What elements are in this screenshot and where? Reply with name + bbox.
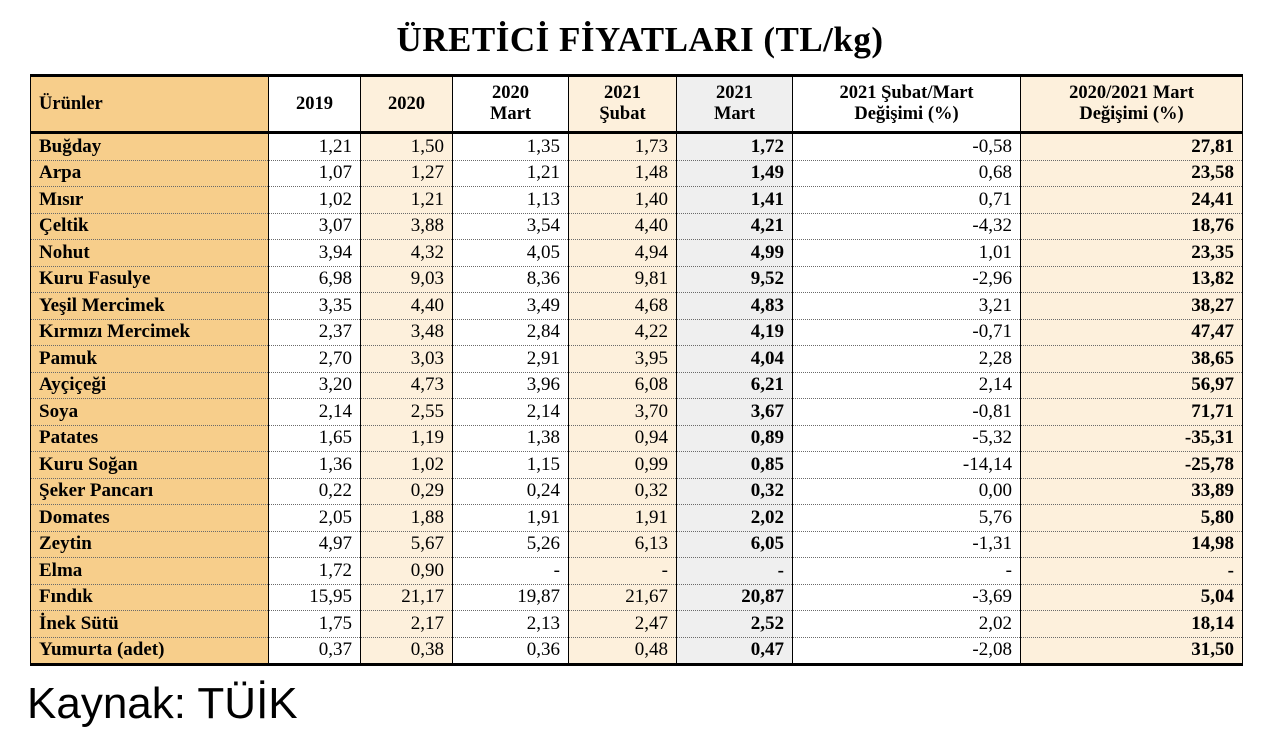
cell-product: Yeşil Mercimek bbox=[31, 293, 269, 320]
cell-2021-mart: 20,87 bbox=[677, 584, 793, 611]
cell-2020: 1,02 bbox=[361, 452, 453, 479]
cell-2020-mart: 2,14 bbox=[453, 399, 569, 426]
cell-2021-subat: 6,13 bbox=[569, 531, 677, 558]
cell-subat-mart-change: 3,21 bbox=[793, 293, 1021, 320]
cell-2020: 1,19 bbox=[361, 425, 453, 452]
table-row bbox=[31, 399, 1243, 426]
cell-2020: 4,32 bbox=[361, 240, 453, 267]
cell-subat-mart-change: -2,96 bbox=[793, 266, 1021, 293]
cell-product: Kırmızı Mercimek bbox=[31, 319, 269, 346]
header-label: 2020 bbox=[388, 93, 425, 114]
cell-2020-mart: 1,13 bbox=[453, 187, 569, 214]
cell-2020-mart: 1,35 bbox=[453, 133, 569, 161]
cell-2019: 1,36 bbox=[269, 452, 361, 479]
cell-2021-subat: 3,95 bbox=[569, 346, 677, 373]
cell-product: Ayçiçeği bbox=[31, 372, 269, 399]
table-row bbox=[31, 372, 1243, 399]
table-row bbox=[31, 187, 1243, 214]
cell-2019: 2,37 bbox=[269, 319, 361, 346]
cell-2021-subat: 4,22 bbox=[569, 319, 677, 346]
producer-price-table bbox=[30, 74, 1243, 666]
cell-subat-mart-change: -1,31 bbox=[793, 531, 1021, 558]
cell-yearly-mart-change: 18,76 bbox=[1021, 213, 1243, 240]
cell-2021-subat: 0,99 bbox=[569, 452, 677, 479]
cell-2021-mart: 4,21 bbox=[677, 213, 793, 240]
table-row bbox=[31, 505, 1243, 532]
cell-product: Kuru Soğan bbox=[31, 452, 269, 479]
cell-subat-mart-change: - bbox=[793, 558, 1021, 585]
cell-subat-mart-change: 1,01 bbox=[793, 240, 1021, 267]
cell-product: Zeytin bbox=[31, 531, 269, 558]
cell-subat-mart-change: 2,14 bbox=[793, 372, 1021, 399]
table-row bbox=[31, 531, 1243, 558]
cell-subat-mart-change: -3,69 bbox=[793, 584, 1021, 611]
header-yearly-mart-change bbox=[1021, 76, 1243, 133]
cell-yearly-mart-change: 27,81 bbox=[1021, 133, 1243, 161]
cell-subat-mart-change: -14,14 bbox=[793, 452, 1021, 479]
cell-subat-mart-change: 2,28 bbox=[793, 346, 1021, 373]
cell-2021-subat: - bbox=[569, 558, 677, 585]
cell-2020-mart: - bbox=[453, 558, 569, 585]
cell-product: Buğday bbox=[31, 133, 269, 161]
cell-2021-mart: 1,72 bbox=[677, 133, 793, 161]
cell-2020-mart: 4,05 bbox=[453, 240, 569, 267]
header-label-line2: Değişimi (%) bbox=[1079, 104, 1184, 124]
cell-2021-mart: 0,47 bbox=[677, 637, 793, 665]
cell-2019: 3,94 bbox=[269, 240, 361, 267]
cell-yearly-mart-change: 38,65 bbox=[1021, 346, 1243, 373]
cell-product: Mısır bbox=[31, 187, 269, 214]
cell-2021-mart: 6,05 bbox=[677, 531, 793, 558]
cell-2021-subat: 4,40 bbox=[569, 213, 677, 240]
cell-2020: 9,03 bbox=[361, 266, 453, 293]
cell-2020: 1,50 bbox=[361, 133, 453, 161]
cell-subat-mart-change: -2,08 bbox=[793, 637, 1021, 665]
table-body bbox=[31, 133, 1243, 665]
cell-2019: 1,21 bbox=[269, 133, 361, 161]
table-row bbox=[31, 637, 1243, 665]
cell-yearly-mart-change: 47,47 bbox=[1021, 319, 1243, 346]
cell-2021-mart: 3,67 bbox=[677, 399, 793, 426]
cell-product: Arpa bbox=[31, 160, 269, 187]
cell-product: Kuru Fasulye bbox=[31, 266, 269, 293]
cell-2019: 6,98 bbox=[269, 266, 361, 293]
cell-2020-mart: 1,91 bbox=[453, 505, 569, 532]
cell-subat-mart-change: -0,58 bbox=[793, 133, 1021, 161]
cell-product: İnek Sütü bbox=[31, 611, 269, 638]
cell-yearly-mart-change: 23,35 bbox=[1021, 240, 1243, 267]
cell-product: Şeker Pancarı bbox=[31, 478, 269, 505]
cell-2020-mart: 8,36 bbox=[453, 266, 569, 293]
header-subat-mart-change bbox=[793, 76, 1021, 133]
cell-2021-subat: 2,47 bbox=[569, 611, 677, 638]
table-title: ÜRETİCİ FİYATLARI (TL/kg) bbox=[396, 20, 884, 59]
table-row bbox=[31, 425, 1243, 452]
cell-2021-mart: 4,19 bbox=[677, 319, 793, 346]
cell-2020: 2,55 bbox=[361, 399, 453, 426]
cell-yearly-mart-change: 5,80 bbox=[1021, 505, 1243, 532]
header-label-line2: Mart bbox=[489, 104, 532, 124]
header-products bbox=[31, 76, 269, 133]
cell-2020-mart: 2,84 bbox=[453, 319, 569, 346]
cell-2019: 1,65 bbox=[269, 425, 361, 452]
table-row bbox=[31, 346, 1243, 373]
cell-2021-mart: 9,52 bbox=[677, 266, 793, 293]
cell-2019: 1,75 bbox=[269, 611, 361, 638]
cell-2020-mart: 0,36 bbox=[453, 637, 569, 665]
cell-2020-mart: 1,21 bbox=[453, 160, 569, 187]
cell-subat-mart-change: -5,32 bbox=[793, 425, 1021, 452]
cell-2020: 0,38 bbox=[361, 637, 453, 665]
cell-2020: 5,67 bbox=[361, 531, 453, 558]
header-2020 bbox=[361, 76, 453, 133]
cell-2021-subat: 3,70 bbox=[569, 399, 677, 426]
header-label-line1: 2021 bbox=[716, 83, 753, 103]
cell-2019: 15,95 bbox=[269, 584, 361, 611]
cell-product: Soya bbox=[31, 399, 269, 426]
header-label: 2019 bbox=[296, 93, 333, 114]
header-label-line2: Mart bbox=[713, 104, 756, 124]
cell-2020: 4,40 bbox=[361, 293, 453, 320]
cell-2021-subat: 1,73 bbox=[569, 133, 677, 161]
header-label-line2: Şubat bbox=[599, 104, 646, 124]
cell-2021-mart: 0,85 bbox=[677, 452, 793, 479]
header-2019 bbox=[269, 76, 361, 133]
cell-2019: 1,07 bbox=[269, 160, 361, 187]
cell-2019: 2,70 bbox=[269, 346, 361, 373]
cell-2021-mart: 2,52 bbox=[677, 611, 793, 638]
table-row bbox=[31, 558, 1243, 585]
header-label-line1: 2021 bbox=[604, 83, 641, 103]
cell-2020: 1,88 bbox=[361, 505, 453, 532]
table-row bbox=[31, 240, 1243, 267]
cell-2020-mart: 0,24 bbox=[453, 478, 569, 505]
cell-product: Elma bbox=[31, 558, 269, 585]
cell-2021-subat: 0,32 bbox=[569, 478, 677, 505]
cell-yearly-mart-change: -25,78 bbox=[1021, 452, 1243, 479]
cell-2021-subat: 1,91 bbox=[569, 505, 677, 532]
cell-2020-mart: 2,13 bbox=[453, 611, 569, 638]
cell-2021-mart: 0,89 bbox=[677, 425, 793, 452]
cell-yearly-mart-change: 38,27 bbox=[1021, 293, 1243, 320]
cell-product: Domates bbox=[31, 505, 269, 532]
cell-yearly-mart-change: - bbox=[1021, 558, 1243, 585]
cell-2019: 3,35 bbox=[269, 293, 361, 320]
header-label-line2: Değişimi (%) bbox=[854, 104, 959, 124]
cell-2020: 0,29 bbox=[361, 478, 453, 505]
cell-2021-mart: 1,49 bbox=[677, 160, 793, 187]
cell-yearly-mart-change: 13,82 bbox=[1021, 266, 1243, 293]
cell-product: Yumurta (adet) bbox=[31, 637, 269, 665]
cell-2021-subat: 0,48 bbox=[569, 637, 677, 665]
cell-product: Nohut bbox=[31, 240, 269, 267]
cell-2021-subat: 4,94 bbox=[569, 240, 677, 267]
cell-2020-mart: 2,91 bbox=[453, 346, 569, 373]
table-row bbox=[31, 293, 1243, 320]
cell-subat-mart-change: 0,71 bbox=[793, 187, 1021, 214]
cell-product: Pamuk bbox=[31, 346, 269, 373]
header-label-line1: 2020/2021 Mart bbox=[1069, 83, 1194, 103]
cell-2021-mart: 4,99 bbox=[677, 240, 793, 267]
cell-yearly-mart-change: 18,14 bbox=[1021, 611, 1243, 638]
cell-yearly-mart-change: 56,97 bbox=[1021, 372, 1243, 399]
cell-2020: 1,21 bbox=[361, 187, 453, 214]
cell-2021-subat: 6,08 bbox=[569, 372, 677, 399]
cell-subat-mart-change: -4,32 bbox=[793, 213, 1021, 240]
cell-2019: 0,37 bbox=[269, 637, 361, 665]
header-2021-subat bbox=[569, 76, 677, 133]
cell-2021-subat: 1,40 bbox=[569, 187, 677, 214]
cell-yearly-mart-change: 24,41 bbox=[1021, 187, 1243, 214]
cell-2020-mart: 19,87 bbox=[453, 584, 569, 611]
header-label: Ürünler bbox=[39, 93, 103, 114]
cell-2020: 4,73 bbox=[361, 372, 453, 399]
cell-2019: 3,20 bbox=[269, 372, 361, 399]
cell-2020: 3,03 bbox=[361, 346, 453, 373]
cell-subat-mart-change: 5,76 bbox=[793, 505, 1021, 532]
cell-product: Çeltik bbox=[31, 213, 269, 240]
cell-2020: 0,90 bbox=[361, 558, 453, 585]
table-row bbox=[31, 611, 1243, 638]
cell-2020-mart: 3,54 bbox=[453, 213, 569, 240]
cell-yearly-mart-change: 31,50 bbox=[1021, 637, 1243, 665]
cell-2021-subat: 21,67 bbox=[569, 584, 677, 611]
cell-2019: 1,72 bbox=[269, 558, 361, 585]
header-row bbox=[31, 76, 1243, 133]
table-row bbox=[31, 319, 1243, 346]
cell-subat-mart-change: -0,71 bbox=[793, 319, 1021, 346]
cell-product: Fındık bbox=[31, 584, 269, 611]
table-row bbox=[31, 478, 1243, 505]
cell-2021-subat: 0,94 bbox=[569, 425, 677, 452]
cell-yearly-mart-change: 71,71 bbox=[1021, 399, 1243, 426]
cell-subat-mart-change: 0,00 bbox=[793, 478, 1021, 505]
cell-2021-mart: 4,83 bbox=[677, 293, 793, 320]
cell-yearly-mart-change: 5,04 bbox=[1021, 584, 1243, 611]
cell-2020: 3,48 bbox=[361, 319, 453, 346]
cell-2020-mart: 5,26 bbox=[453, 531, 569, 558]
cell-2020-mart: 3,49 bbox=[453, 293, 569, 320]
table-row bbox=[31, 133, 1243, 161]
cell-2021-subat: 4,68 bbox=[569, 293, 677, 320]
cell-2021-mart: 6,21 bbox=[677, 372, 793, 399]
cell-2020: 3,88 bbox=[361, 213, 453, 240]
table-row bbox=[31, 213, 1243, 240]
table-header bbox=[31, 76, 1243, 133]
cell-2019: 4,97 bbox=[269, 531, 361, 558]
cell-2019: 2,14 bbox=[269, 399, 361, 426]
table-row bbox=[31, 584, 1243, 611]
cell-subat-mart-change: 2,02 bbox=[793, 611, 1021, 638]
cell-yearly-mart-change: 33,89 bbox=[1021, 478, 1243, 505]
cell-2021-subat: 9,81 bbox=[569, 266, 677, 293]
cell-2021-mart: 1,41 bbox=[677, 187, 793, 214]
cell-2020: 21,17 bbox=[361, 584, 453, 611]
header-label-line1: 2020 bbox=[492, 83, 529, 103]
header-2021-mart bbox=[677, 76, 793, 133]
cell-2019: 1,02 bbox=[269, 187, 361, 214]
cell-product: Patates bbox=[31, 425, 269, 452]
cell-yearly-mart-change: -35,31 bbox=[1021, 425, 1243, 452]
cell-2021-mart: 0,32 bbox=[677, 478, 793, 505]
cell-2021-mart: 4,04 bbox=[677, 346, 793, 373]
header-label-line1: 2021 Şubat/Mart bbox=[839, 83, 974, 103]
cell-subat-mart-change: 0,68 bbox=[793, 160, 1021, 187]
cell-2020-mart: 1,15 bbox=[453, 452, 569, 479]
cell-2021-mart: 2,02 bbox=[677, 505, 793, 532]
price-table-container bbox=[30, 74, 1242, 666]
cell-2020-mart: 3,96 bbox=[453, 372, 569, 399]
cell-2021-mart: - bbox=[677, 558, 793, 585]
cell-2019: 2,05 bbox=[269, 505, 361, 532]
cell-2019: 3,07 bbox=[269, 213, 361, 240]
cell-2020-mart: 1,38 bbox=[453, 425, 569, 452]
source-note: Kaynak: TÜİK bbox=[27, 679, 298, 728]
cell-yearly-mart-change: 23,58 bbox=[1021, 160, 1243, 187]
cell-2019: 0,22 bbox=[269, 478, 361, 505]
cell-2021-subat: 1,48 bbox=[569, 160, 677, 187]
header-2020-mart bbox=[453, 76, 569, 133]
cell-2020: 1,27 bbox=[361, 160, 453, 187]
cell-2020: 2,17 bbox=[361, 611, 453, 638]
table-row bbox=[31, 266, 1243, 293]
table-row bbox=[31, 160, 1243, 187]
cell-yearly-mart-change: 14,98 bbox=[1021, 531, 1243, 558]
cell-subat-mart-change: -0,81 bbox=[793, 399, 1021, 426]
table-row bbox=[31, 452, 1243, 479]
